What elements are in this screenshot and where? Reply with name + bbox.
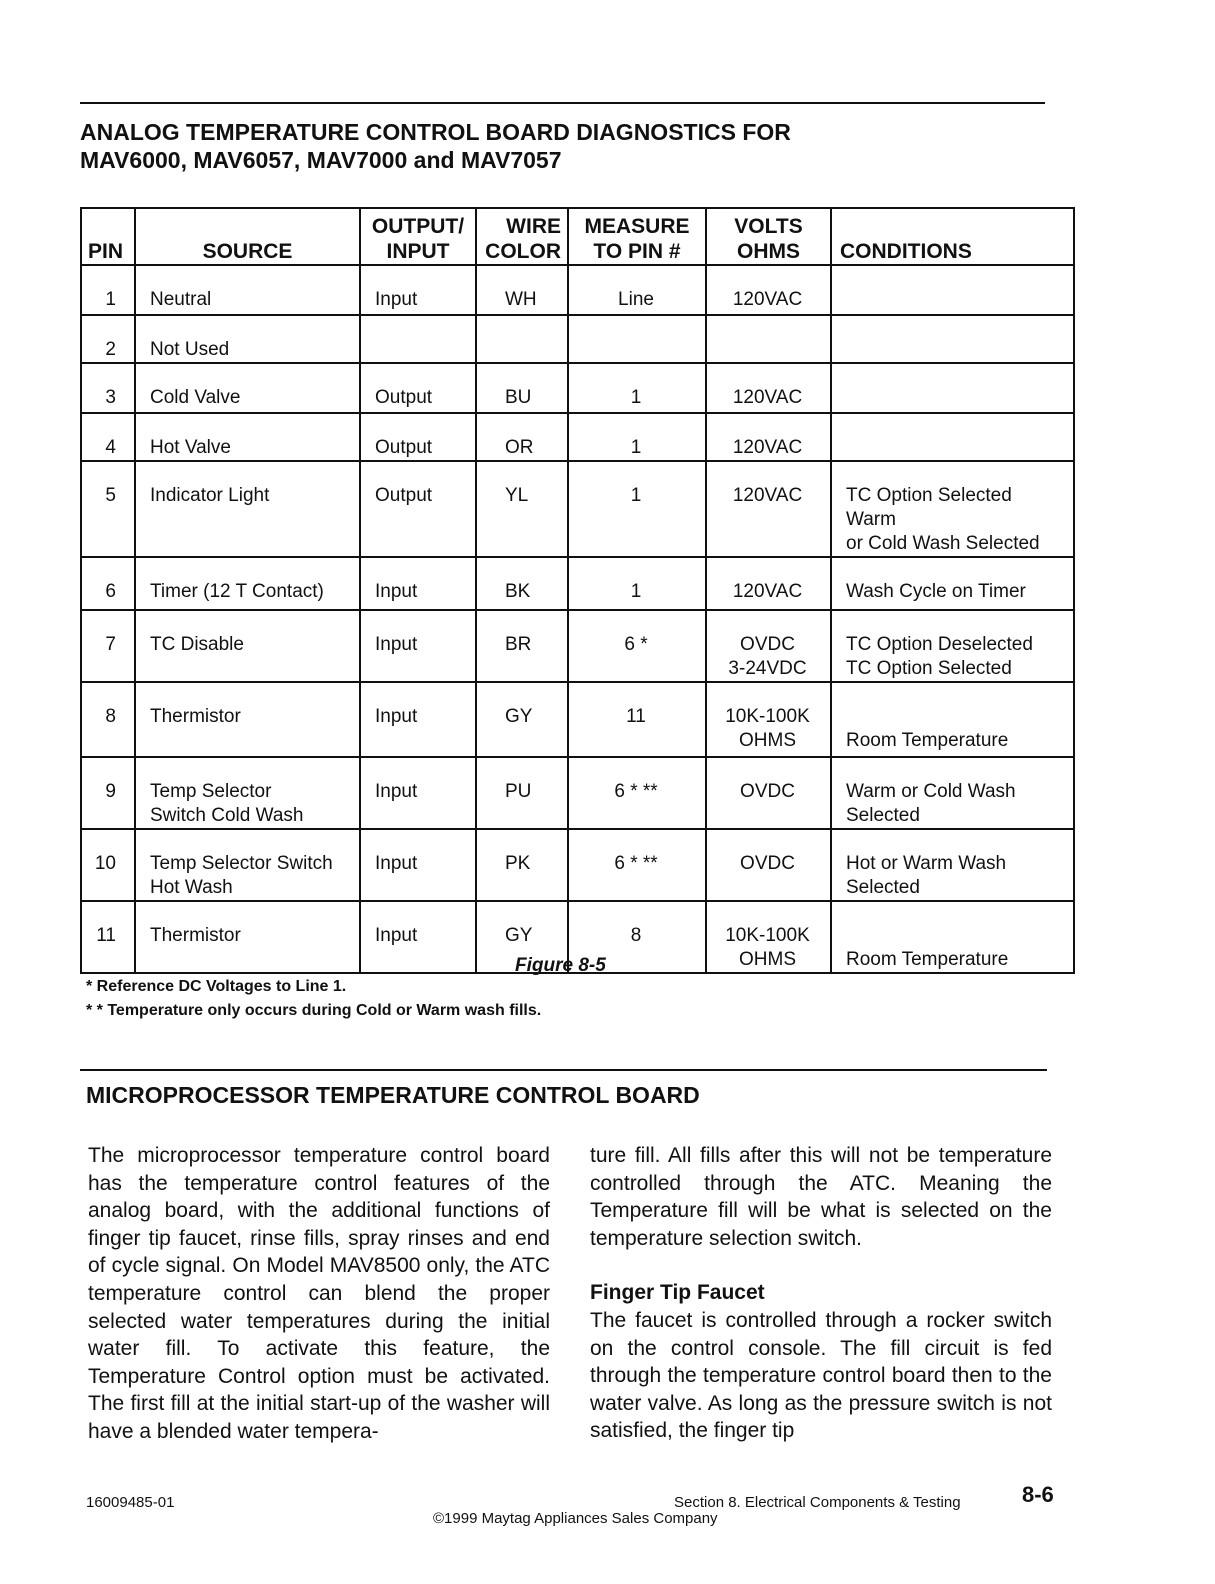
cell-io: Input: [360, 757, 476, 829]
cell-wire-color: OR: [476, 413, 568, 461]
cell-source: Indicator Light: [135, 461, 360, 557]
footer-copyright: ©1999 Maytag Appliances Sales Company: [433, 1510, 718, 1527]
table-row: [81, 757, 1074, 829]
cell-io: Input: [360, 829, 476, 901]
cell-wire-color: GY: [476, 682, 568, 757]
figure-caption: Figure 8-5: [515, 955, 606, 976]
table-row: [81, 557, 1074, 610]
header-conditions: CONDITIONS: [831, 208, 1074, 265]
cell-measure-to-pin: 6 * **: [568, 757, 706, 829]
cell-pin: 8: [81, 682, 135, 757]
cell-pin: 11: [81, 901, 135, 973]
top-rule: [80, 102, 1045, 104]
cell-measure-to-pin: [568, 315, 706, 363]
cell-io: [360, 315, 476, 363]
subheading-finger-tip-faucet: Finger Tip Faucet: [590, 1281, 765, 1305]
cell-wire-color: BU: [476, 363, 568, 413]
cell-volts-ohms: 120VAC: [706, 461, 831, 557]
table-row: [81, 829, 1074, 901]
header-measure: MEASURE TO PIN #: [568, 208, 706, 265]
cell-volts-ohms: 120VAC: [706, 557, 831, 610]
cell-measure-to-pin: 1: [568, 363, 706, 413]
doc-number: 16009485-01: [86, 1494, 175, 1511]
footer-section: Section 8. Electrical Components & Testing: [674, 1494, 961, 1511]
page-title: [80, 118, 791, 174]
cell-measure-to-pin: 1: [568, 413, 706, 461]
cell-pin: 7: [81, 610, 135, 682]
cell-source: Temp Selector Switch Hot Wash: [135, 829, 360, 901]
table-row: [81, 315, 1074, 363]
cell-wire-color: GY: [476, 901, 568, 973]
cell-measure-to-pin: 11: [568, 682, 706, 757]
cell-conditions: TC Option Selected Warm or Cold Wash Selected: [831, 461, 1074, 557]
cell-pin: 4: [81, 413, 135, 461]
cell-conditions: [831, 413, 1074, 461]
cell-pin: 9: [81, 757, 135, 829]
title-line-2: MAV6000, MAV6057, MAV7000 and MAV7057: [80, 147, 562, 173]
cell-conditions: Room Temperature: [831, 901, 1074, 973]
cell-conditions: Room Temperature: [831, 682, 1074, 757]
cell-io: Input: [360, 682, 476, 757]
table-row: [81, 461, 1074, 557]
title-line-1: ANALOG TEMPERATURE CONTROL BOARD DIAGNOSTICS FOR: [80, 119, 791, 145]
cell-conditions: Wash Cycle on Timer: [831, 557, 1074, 610]
table-header-row: [81, 208, 1074, 265]
table-row: [81, 265, 1074, 315]
cell-source: Hot Valve: [135, 413, 360, 461]
footnote-1: * Reference DC Voltages to Line 1.: [86, 978, 347, 995]
cell-io: Input: [360, 901, 476, 973]
cell-wire-color: PK: [476, 829, 568, 901]
table-row: [81, 413, 1074, 461]
cell-conditions: [831, 363, 1074, 413]
cell-pin: 6: [81, 557, 135, 610]
left-column: [88, 1142, 550, 1446]
page-number: 8-6: [1022, 1482, 1054, 1507]
cell-conditions: Warm or Cold Wash Selected: [831, 757, 1074, 829]
cell-measure-to-pin: 6 * **: [568, 829, 706, 901]
cell-volts-ohms: OVDC: [706, 757, 831, 829]
cell-pin: 1: [81, 265, 135, 315]
cell-volts-ohms: 120VAC: [706, 265, 831, 315]
cell-measure-to-pin: 6 *: [568, 610, 706, 682]
table-row: [81, 610, 1074, 682]
cell-source: TC Disable: [135, 610, 360, 682]
cell-volts-ohms: 10K-100K OHMS: [706, 901, 831, 973]
cell-source: Temp Selector Switch Cold Wash: [135, 757, 360, 829]
section-rule: [80, 1069, 1047, 1071]
cell-wire-color: WH: [476, 265, 568, 315]
cell-conditions: [831, 265, 1074, 315]
cell-pin: 5: [81, 461, 135, 557]
cell-io: Output: [360, 461, 476, 557]
cell-wire-color: BR: [476, 610, 568, 682]
cell-pin: 3: [81, 363, 135, 413]
cell-measure-to-pin: 1: [568, 461, 706, 557]
cell-source: Cold Valve: [135, 363, 360, 413]
footnote-2: * * Temperature only occurs during Cold or Warm wash fills.: [86, 1002, 542, 1019]
cell-wire-color: BK: [476, 557, 568, 610]
header-source: SOURCE: [135, 208, 360, 265]
right-column: [590, 1142, 1052, 1445]
cell-pin: 2: [81, 315, 135, 363]
cell-volts-ohms: 10K-100K OHMS: [706, 682, 831, 757]
body-paragraph-right-2: The faucet is controlled through a rocker switch on the control console. The fill circuit is fed through the temperature control board then to the water valve. As long as the pressure switch is not satisfied, the finger tip: [590, 1308, 1052, 1443]
cell-source: Thermistor: [135, 682, 360, 757]
cell-volts-ohms: [706, 315, 831, 363]
body-paragraph-right: ture fill. All fills after this will not be temperature controlled through the ATC. Meaning the Temperature fill will be what is selected on the temperature selection switch.: [590, 1144, 1052, 1250]
table-row: [81, 682, 1074, 757]
cell-conditions: [831, 315, 1074, 363]
cell-conditions: TC Option Deselected TC Option Selected: [831, 610, 1074, 682]
header-pin: PIN: [81, 208, 135, 265]
header-output-input: OUTPUT/ INPUT: [360, 208, 476, 265]
cell-measure-to-pin: 1: [568, 557, 706, 610]
diagnostics-table: [80, 207, 1075, 974]
section-title: MICROPROCESSOR TEMPERATURE CONTROL BOARD: [86, 1082, 700, 1108]
cell-volts-ohms: OVDC: [706, 829, 831, 901]
cell-wire-color: YL: [476, 461, 568, 557]
cell-measure-to-pin: 8: [568, 901, 706, 973]
cell-io: Output: [360, 413, 476, 461]
cell-io: Input: [360, 610, 476, 682]
cell-source: Not Used: [135, 315, 360, 363]
cell-io: Input: [360, 557, 476, 610]
cell-source: Thermistor: [135, 901, 360, 973]
cell-volts-ohms: 120VAC: [706, 363, 831, 413]
table-row: [81, 363, 1074, 413]
cell-io: Input: [360, 265, 476, 315]
header-volts-ohms: VOLTS OHMS: [706, 208, 831, 265]
cell-wire-color: PU: [476, 757, 568, 829]
body-paragraph-left: The microprocessor temperature control board has the temperature control features of the analog board, with the additional functions of finger tip faucet, rinse fills, spray rinses and end of cycle signal. On Model MAV8500 only, the ATC temperature control can blend the proper selected water temperatures during the initial water fill. To activate this feature, the Temperature Control option must be activated. The first fill at the initial start-up of the washer will have a blended water tempera-: [88, 1144, 550, 1443]
cell-volts-ohms: OVDC 3-24VDC: [706, 610, 831, 682]
cell-pin: 10: [81, 829, 135, 901]
cell-source: Neutral: [135, 265, 360, 315]
cell-source: Timer (12 T Contact): [135, 557, 360, 610]
header-wire-color: WIRE COLOR: [476, 208, 568, 265]
cell-conditions: Hot or Warm Wash Selected: [831, 829, 1074, 901]
cell-volts-ohms: 120VAC: [706, 413, 831, 461]
cell-wire-color: [476, 315, 568, 363]
cell-io: Output: [360, 363, 476, 413]
cell-measure-to-pin: Line: [568, 265, 706, 315]
